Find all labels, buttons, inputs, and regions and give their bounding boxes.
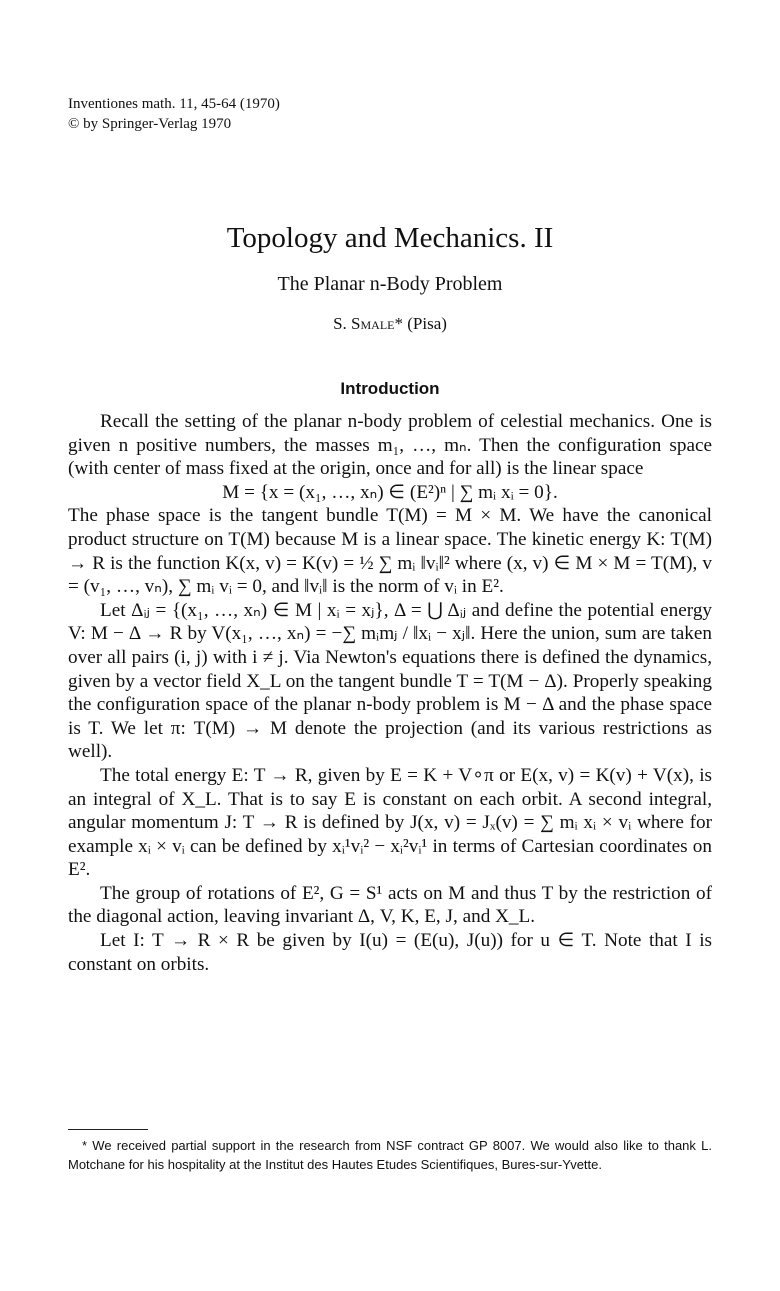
paragraph-5: The group of rotations of E², G = S¹ acts on M and thus T by the restriction of the diagonal action, leaving invariant Δ, V, K, E, J, and X_L.	[68, 882, 712, 928]
paragraph-3: Let Δᵢⱼ = {(x₁, …, xₙ) ∈ M | xᵢ = xⱼ}, Δ = ⋃ Δᵢⱼ and define the potential energy V: M − Δ → R by V(x₁, …, xₙ) = −∑ mᵢmⱼ / ‖xᵢ − xⱼ‖. Here the union, sum are taken over all pairs (i, j) with i ≠ j. Via Newton's equations there is defined the dynamics, given by a vector field X_L on the tangent bundle T = T(M − Δ). Properly speaking the configuration space of the planar n-body problem is M − Δ and the phase space is T. We let π: T(M) → M denote the projection (and its various restrictions as well).	[68, 599, 712, 763]
copyright-line: © by Springer-Verlag 1970	[68, 116, 232, 132]
footnote-marker: *	[394, 314, 403, 333]
journal-header	[68, 94, 280, 134]
paragraph-6: Let I: T → R × R be given by I(u) = (E(u), J(u)) for u ∈ T. Note that I is constant on orbits.	[68, 930, 712, 975]
section-heading: Introduction	[340, 379, 440, 398]
author-line	[0, 314, 780, 334]
paper-title: Topology and Mechanics. II	[226, 222, 554, 254]
display-equation: M = {x = (x₁, …, xₙ) ∈ (E²)ⁿ | ∑ mᵢ xᵢ = 0}.	[222, 481, 558, 503]
author-name: S. Smale	[333, 314, 395, 333]
body-text	[68, 410, 712, 976]
paper-subtitle: The Planar n-Body Problem	[277, 273, 503, 295]
author-affiliation: (Pisa)	[407, 314, 447, 333]
footnote-divider	[68, 1129, 148, 1130]
paragraph-4: The total energy E: T → R, given by E = K + V∘π or E(x, v) = K(v) + V(x), is an integral of X_L. That is to say E is constant on each orbit. A second integral, angular momentum J: T → R is defined by J(x, v) = Jₓ(v) = ∑ mᵢ xᵢ × vᵢ where for example xᵢ × vᵢ can be defined by xᵢ¹vᵢ² − xᵢ²vᵢ¹ in terms of Cartesian coordinates on E².	[68, 764, 712, 881]
paragraph-2: The phase space is the tangent bundle T(M) = M × M. We have the canonical product structure on T(M) because M is a linear space. The kinetic energy K: T(M) → R is the function K(x, v) = K(v) = ½ ∑ mᵢ ‖vᵢ‖² where (x, v) ∈ M × M = T(M), v = (v₁, …, vₙ), ∑ mᵢ vᵢ = 0, and ‖vᵢ‖ is the norm of vᵢ in E².	[68, 505, 712, 598]
paragraph-1: Recall the setting of the planar n-body problem of celestial mechanics. One is given n positive numbers, the masses m₁, …, mₙ. Then the configuration space (with center of mass fixed at the origin, once and for all) is the linear space	[68, 411, 712, 480]
footnote: * We received partial support in the research from NSF contract GP 8007. We would also like to thank L. Motchane for his hospitality at the Institut des Hautes Etudes Scientifiques, Bures-sur-Yvette.	[68, 1138, 712, 1172]
journal-citation: Inventiones math. 11, 45-64 (1970)	[68, 96, 280, 112]
